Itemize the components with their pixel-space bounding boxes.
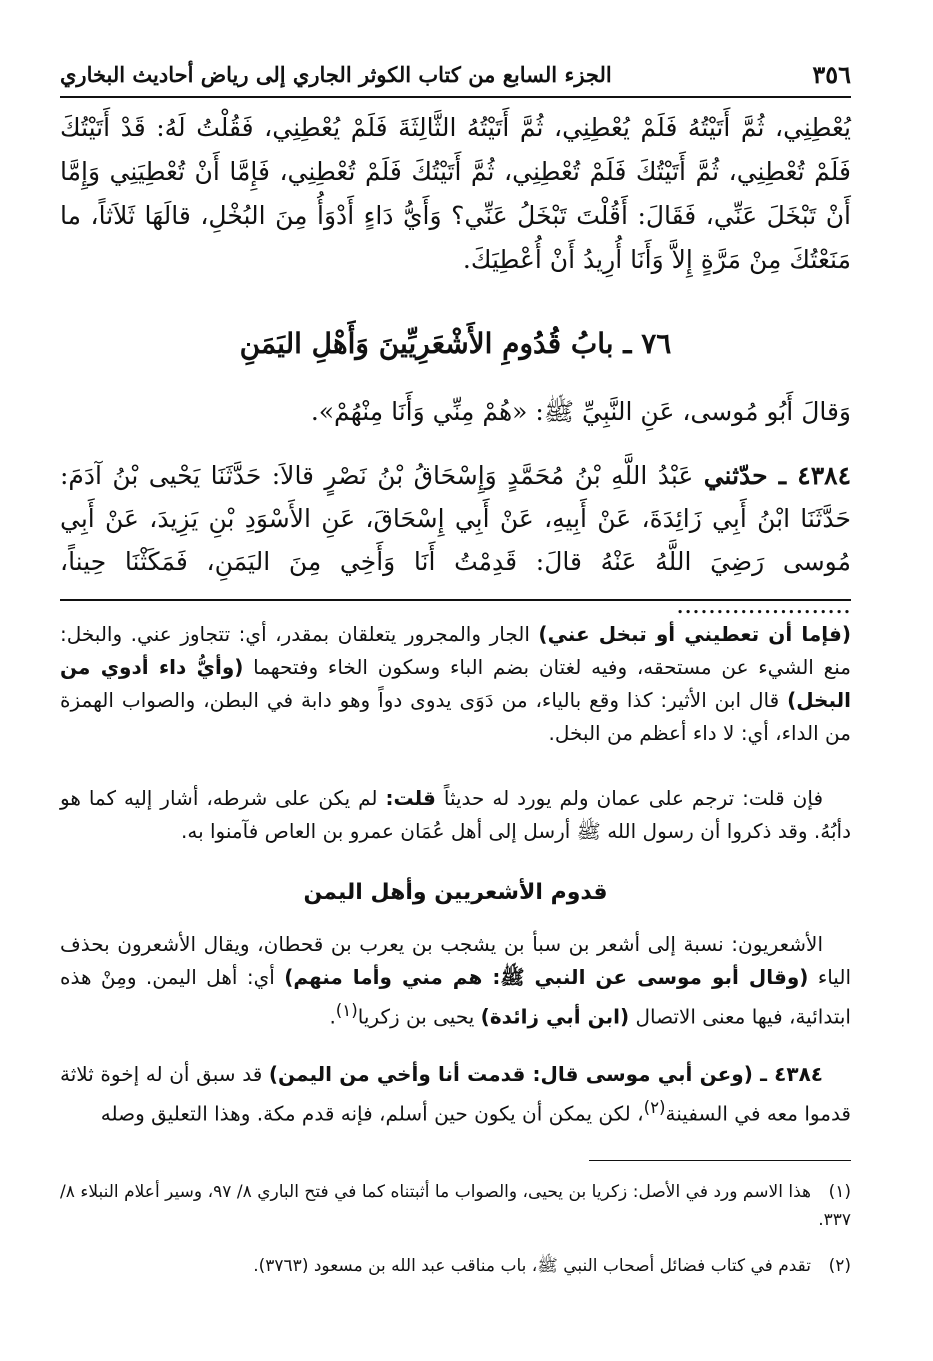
footnote-number: (١) — [828, 1182, 852, 1202]
page-header — [60, 58, 851, 98]
footnote-ref[interactable]: (٢) — [643, 1098, 666, 1117]
footnote — [60, 1252, 851, 1280]
commentary-paragraph — [60, 928, 851, 1034]
commentary-text: قال ابن الأثير: كذا وقع بالياء، من دَوَى يدوى دواً وهو دابة في البطن، والصواب الهمزة من الداء، أي: لا داء أعظم من البخل. — [60, 688, 851, 745]
commentary-lemma: (ابن أبي زائدة) — [480, 1004, 630, 1029]
commentary-lemma: (فإما أن تعطيني أو تبخل عني) — [538, 622, 851, 646]
commentary-text: أي: أهل اليمن. ومِنْ هذه ابتدائية، فيها معنى الاتصال — [60, 965, 851, 1029]
hadith-number: ٤٣٨٤ ـ حدّثني — [703, 461, 851, 490]
text-commentary-divider — [60, 599, 851, 601]
commentary-text: فإن قلت: ترجم على عمان ولم يورد له حديثاً — [435, 786, 824, 810]
commentary-text: الجار والمجرور يتعلقان بمقدر، أي: تتجاوز عني. والبخل: منع الشيء عن مستحقه، وفيه لغتان بضم الباء وسكون الخاء وفتحهما — [60, 622, 851, 679]
chapter-quote: وَقالَ أَبُو مُوسى، عَنِ النَّبِيِّ ﷺ: «هُمْ مِنِّي وَأَنَا مِنْهُمْ». — [310, 397, 851, 426]
footnote-text: تقدم في كتاب فضائل أصحاب النبي ﷺ، باب مناقب عبد الله بن مسعود (٣٧٦٣). — [253, 1256, 811, 1276]
commentary-text: الأشعريون: نسبة إلى أشعر بن سبأ بن يشجب بن يعرب بن قحطان، ويقال الأشعرون بحذف الياء — [60, 932, 851, 989]
footnote — [60, 1178, 851, 1234]
chapter-heading: ٧٦ ـ بابُ قُدُومِ الأَشْعَرِيِّينَ وَأَهْلِ اليَمَنِ — [239, 327, 672, 360]
hadith-body: عَبْدُ اللَّهِ بْنُ مُحَمَّدٍ وَإِسْحَاقُ بْنُ نَصْرٍ قالاَ: حَدَّثَنَا يَحْيى بْنُ آدَمَ: حَدَّثَنَا ابْنُ أَبِي زَائِدَةَ، عَنْ أَبِيهِ، عَنْ أَبِي إِسْحَاقَ، عَنِ الأَسْوَدِ بْنِ يَزِيدَ، عَنْ أَبِي مُوسى رَضِيَ اللَّهُ عَنْهُ قالَ: قَدِمْتُ أَنَا وَأَخِي مِنَ اليَمَنِ، فَمَكَثْنَا حِيناً، ...................... — [60, 461, 851, 619]
footnote-text: هذا الاسم ورد في الأصل: زكريا بن يحيى، والصواب ما أثبتناه كما في فتح الباري ٨/ ٩٧، وسير أعلام النبلاء ٨/ ٣٣٧. — [60, 1182, 851, 1230]
footnote-divider — [589, 1160, 851, 1161]
hadith-continuation: يُعْطِنِي، ثُمَّ أَتَيْتُهُ فَلَمْ يُعْطِنِي، ثُمَّ أَتَيْتُهُ الثَّالِثَةَ فَلَمْ يُعْطِنِي، فَقُلْتُ لَهُ: قَدْ أَتَيْتُكَ فَلَمْ تُعْطِنِي، ثُمَّ أَتَيْتُكَ فَلَمْ تُعْطِنِي، ثُمَّ أَتَيْتُكَ فَلَمْ تُعْطِنِي، فَإِمَّا أَنْ تُعْطِيَنِي وَإِمَّا أَنْ تَبْخَلَ عَنِّي، فَقَالَ: أَقُلْتَ تَبْخَلُ عَنِّي؟ وَأَيُّ دَاءٍ أَدْوَأُ مِنَ البُخْلِ، قالَهَا ثَلاَثاً، ما مَنَعْتُكَ مِنْ مَرَّةٍ إِلاَّ وَأَنَا أُرِيدُ أَنْ أُعْطِيَكَ. — [60, 113, 851, 274]
section-heading: قدوم الأشعريين وأهل اليمن — [303, 880, 608, 905]
commentary-text: يحيى بن زكريا — [357, 1004, 481, 1029]
commentary-paragraph — [60, 1058, 851, 1131]
page-number: ٣٥٦ — [812, 60, 851, 89]
commentary-paragraph — [60, 618, 851, 750]
commentary-text: . — [329, 1004, 336, 1029]
commentary-lemma: (وأيُّ داء أدوي من البخل) — [60, 655, 851, 712]
commentary-text: قد سبق أن له إخوة ثلاثة قدموا معه في السفينة — [60, 1062, 851, 1126]
commentary-lemma: (وقال أبو موسى عن النبي ﷺ: هم مني وأما منهم) — [284, 965, 809, 989]
commentary-lemma: ٤٣٨٤ ـ (وعن أبي موسى قال: قدمت أنا وأخي من اليمن) — [268, 1062, 823, 1086]
commentary-lemma: قلت: — [385, 786, 436, 810]
footnote-number: (٢) — [828, 1256, 851, 1276]
commentary-paragraph — [60, 782, 851, 848]
commentary-text: لم يكن على شرطه، أشار إليه كما هو دأبُهُ. وقد ذكروا أن رسول الله ﷺ أرسل إلى أهل عُمَان عمرو بن العاص فآمنوا به. — [60, 786, 851, 843]
commentary-text: ، لكن يمكن أن يكون حين أسلم، فإنه قدم مكة. وهذا التعليق وصله — [100, 1101, 644, 1126]
running-title: الجزء السابع من كتاب الكوثر الجاري إلى رياض أحاديث البخاري — [60, 62, 612, 87]
footnote-ref[interactable]: (١) — [335, 1001, 358, 1020]
